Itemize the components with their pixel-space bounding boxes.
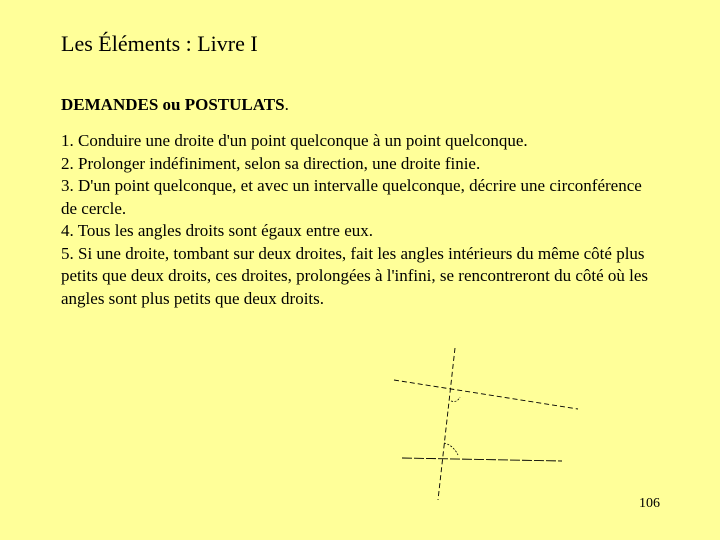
postulate-4: 4. Tous les angles droits sont égaux entre eux.: [61, 221, 373, 240]
postulate-1: 1. Conduire une droite d'un point quelconque à un point quelconque.: [61, 131, 528, 150]
postulate-5: 5. Si une droite, tombant sur deux droites, fait les angles intérieurs du même côté plus petits que deux droits, ces droites, prolongées à l'infini, se rencontreront du côté où les angles sont plus petits que deux droits.: [61, 243, 649, 308]
upper-angle-arc: [451, 397, 460, 402]
postulate-3: 3. D'un point quelconque, et avec un intervalle quelconque, décrire une circonférence de cercle.: [61, 176, 642, 218]
lower-angle-arc: [444, 443, 458, 455]
lower-line: [402, 458, 562, 461]
upper-line: [394, 380, 578, 409]
section-heading-period: .: [284, 95, 289, 114]
section-heading: [61, 94, 289, 116]
postulate-2: 2. Prolonger indéfiniment, selon sa direction, une droite finie.: [61, 153, 481, 173]
page-number: 106: [639, 496, 660, 511]
postulate-list: [61, 130, 661, 310]
section-heading-text: DEMANDES ou POSTULATS: [61, 95, 285, 114]
slide-title: Les Éléments : Livre I: [61, 31, 258, 56]
parallel-postulate-figure: [380, 340, 580, 505]
transversal-line: [438, 348, 455, 500]
